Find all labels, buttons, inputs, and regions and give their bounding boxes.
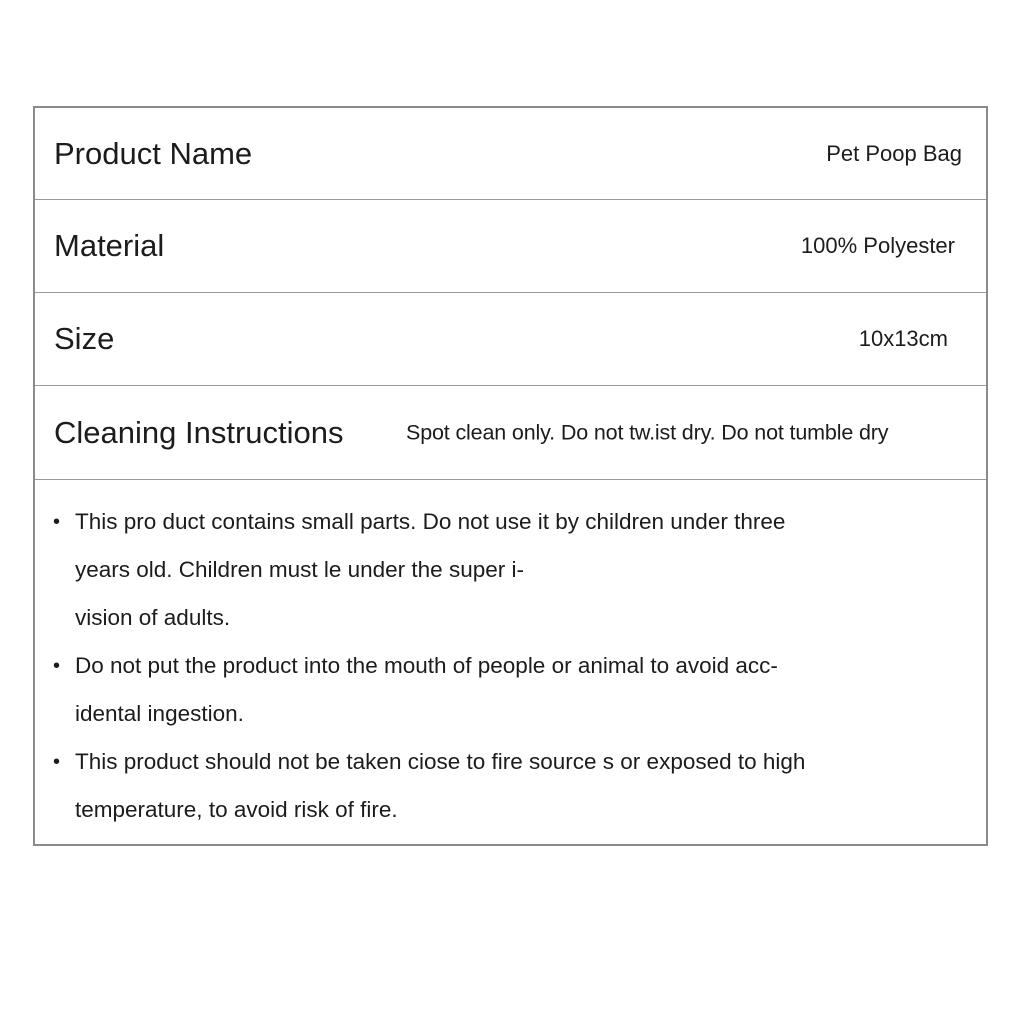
size-label: Size — [54, 321, 115, 356]
bullet-icon: • — [53, 511, 61, 533]
bullet-icon: • — [53, 751, 61, 773]
warning-line: Do not put the product into the mouth of people or animal to avoid acc- — [75, 653, 778, 678]
warning-fire-risk — [53, 738, 970, 834]
warning-line: idental ingestion. — [75, 701, 244, 726]
product-name-label: Product Name — [54, 135, 253, 171]
warning-small-parts — [53, 498, 970, 642]
warning-ingestion — [53, 642, 970, 738]
cleaning-instructions-value: Spot clean only. Do not tw.ist dry. Do not tumble dry — [406, 420, 889, 444]
product-name-value: Pet Poop Bag — [826, 140, 962, 166]
material-value: 100% Polyester — [800, 233, 955, 258]
warning-line: This pro duct contains small parts. Do not use it by children under three — [75, 509, 786, 534]
safety-warnings-list — [53, 498, 970, 834]
product-spec-card — [33, 106, 988, 846]
material-label: Material — [54, 228, 165, 263]
warning-line: years old. Children must le under the super i- — [75, 557, 524, 582]
warning-line: vision of adults. — [75, 605, 231, 630]
spec-row-size — [35, 293, 986, 386]
spec-row-product-name — [35, 108, 986, 200]
warning-line: This product should not be taken ciose to fire source s or exposed to high — [75, 749, 806, 774]
spec-row-material — [35, 200, 986, 293]
warning-line: temperature, to avoid risk of fire. — [75, 797, 398, 822]
cleaning-instructions-label: Cleaning Instructions — [54, 414, 344, 450]
size-value: 10x13cm — [858, 326, 948, 351]
spec-row-cleaning-instructions — [35, 386, 986, 480]
bullet-icon: • — [53, 655, 61, 677]
